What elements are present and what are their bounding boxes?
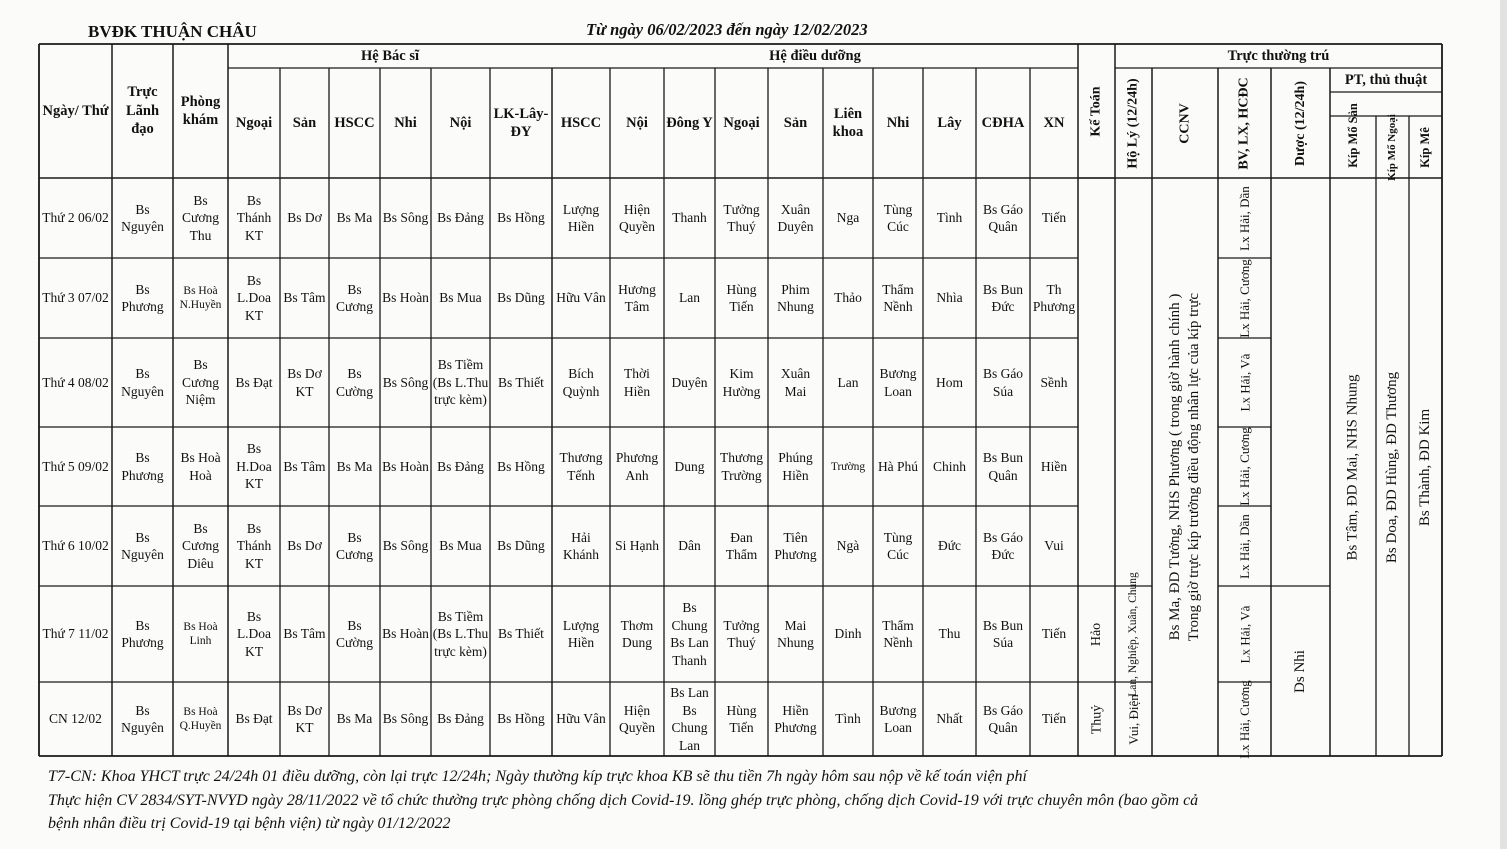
cell-d_ngoai-row-2: Hùng Tiến — [726, 281, 757, 314]
col-header-dd_dongy: Đông Y — [666, 114, 713, 131]
col-header-dd_noi: Nội — [626, 114, 648, 131]
cell-ccnv — [1152, 178, 1218, 756]
col-header-holy-text: Hộ Lý (12/24h) — [1126, 77, 1142, 169]
col-header-ketoan-text: Kế Toán — [1089, 85, 1105, 137]
cell-ngoai-row-1: Bs Thánh KT — [236, 192, 272, 243]
cell-d_lien-row-4: Trường — [830, 460, 866, 473]
cell-d_nhi-row-5: Tùng Cúc — [883, 529, 913, 562]
cell-ngoai-row-2: Bs L.Doa KT — [236, 272, 272, 323]
cell-bv-row-5 — [1218, 506, 1271, 586]
cell-d_dongy-row-4: Dung — [674, 458, 705, 474]
cell-d_cdha-row-7: Bs Gáo Quân — [982, 702, 1024, 735]
cell-bv-row-7 — [1218, 679, 1271, 759]
cell-ngoai-row-6: Bs L.Doa KT — [236, 608, 272, 659]
col-header-bv-text: BV, LX, HCĐC — [1237, 76, 1252, 170]
cell-d_ngoai-row-1: Tưởng Thuý — [723, 201, 760, 234]
cell-day-row-4: Thứ 5 09/02 — [42, 458, 109, 474]
cell-d_dongy-row-2: Lan — [679, 290, 700, 306]
cell-d_lay-row-5: Đức — [937, 538, 962, 554]
cell-d_noi-row-3: Thời Hiền — [623, 366, 651, 399]
col-header-day: Ngày/ Thứ — [42, 102, 109, 119]
cell-holy-sat — [1115, 571, 1152, 697]
col-header-bs_ngoai: Ngoại — [235, 114, 273, 131]
cell-d_cdha-row-6: Bs Bun Súa — [982, 617, 1024, 650]
cell-bv-row-4-text: Lx Hải, Cương — [1237, 427, 1252, 506]
cell-d_ngoai-row-5: Đan Thẩm — [725, 529, 758, 562]
cell-holy-sun — [1115, 682, 1152, 756]
cell-d_ngoai-row-6: Tưởng Thuý — [723, 617, 760, 650]
cell-d_hscc-row-2: Hữu Vân — [556, 290, 606, 306]
cell-hscc-row-3: Bs Cường — [336, 366, 373, 399]
cell-d_lien-row-1: Nga — [836, 210, 860, 226]
cell-d_san-row-7: Hiền Phương — [774, 702, 817, 735]
cell-d_lien-row-6: Dinh — [834, 626, 862, 642]
cell-san-row-1: Bs Dơ — [287, 210, 322, 226]
cell-lk-row-4: Bs Hồng — [497, 458, 545, 474]
col-header-kipme — [1409, 116, 1442, 178]
cell-d_nhi-row-1: Tùng Cúc — [883, 201, 913, 234]
ccnv-line-2: Trong giờ trực kíp trưởng điều động nhân lực của kíp trực — [1186, 292, 1203, 642]
cell-d_noi-row-2: Hương Tâm — [618, 281, 656, 314]
cell-kipmosan — [1330, 178, 1376, 756]
cell-hscc-row-1: Bs Ma — [336, 210, 373, 226]
cell-duoc-weekend-text: Ds Nhi — [1291, 649, 1308, 693]
col-header-bs_nhi: Nhi — [394, 114, 417, 131]
cell-d_noi-row-4: Phương Anh — [615, 450, 659, 483]
col-header-dd_nhi: Nhi — [886, 114, 910, 131]
cell-leader-row-6: Bs Phương — [121, 617, 164, 650]
cell-ketoan-sun-text: Thuỷ — [1089, 704, 1104, 734]
cell-d_dongy-row-7: Bs Lan Bs Chung Lan — [670, 685, 709, 753]
cell-nhi-row-4: Bs Hoàn — [382, 458, 429, 474]
cell-nhi-row-7: Bs Sông — [382, 711, 429, 727]
cell-d_hscc-row-5: Hải Khánh — [563, 529, 599, 562]
cell-bv-row-6-text: Lx Hải, Và — [1237, 605, 1253, 663]
cell-d_nhi-row-6: Thẩm Nềnh — [882, 617, 914, 650]
col-header-dd_lienkhoa: Liên khoa — [832, 105, 864, 140]
cell-d_san-row-5: Tiên Phương — [774, 529, 817, 562]
cell-d_cdha-row-3: Bs Gáo Súa — [982, 366, 1024, 399]
cell-d_san-row-1: Xuân Duyên — [777, 201, 814, 234]
cell-d_nhi-row-7: Bương Loan — [879, 702, 917, 735]
cell-kipmosan-text: Bs Tâm, ĐD Mai, NHS Nhung — [1344, 374, 1361, 560]
col-header-bs_san: Sản — [292, 114, 317, 131]
cell-day-row-1: Thứ 2 06/02 — [42, 210, 109, 226]
cell-d_san-row-6: Mai Nhung — [777, 617, 814, 650]
cell-day-row-2: Thứ 3 07/02 — [42, 290, 109, 306]
col-header-duoc — [1271, 68, 1330, 178]
cell-day-row-7: CN 12/02 — [49, 711, 102, 727]
col-header-dd_san: Sản — [783, 114, 808, 131]
cell-d_lien-row-5: Ngà — [836, 538, 860, 554]
cell-clinic-row-5: Bs Cương Diêu — [182, 520, 219, 571]
col-header-dd_lay: Lây — [937, 114, 962, 131]
cell-d_ngoai-row-3: Kim Hường — [722, 366, 761, 399]
col-header-holy — [1115, 68, 1152, 178]
cell-d_cdha-row-5: Bs Gáo Đức — [982, 529, 1024, 562]
cell-san-row-7: Bs Dơ KT — [287, 702, 322, 735]
cell-d_xn-row-3: Sềnh — [1040, 374, 1068, 390]
cell-kipme — [1409, 178, 1442, 756]
cell-d_hscc-row-3: Bích Quỳnh — [562, 366, 600, 399]
col-header-dd_hscc: HSCC — [560, 114, 602, 131]
cell-d_dongy-row-1: Thanh — [672, 210, 707, 226]
cell-lk-row-7: Bs Hồng — [497, 711, 545, 727]
cell-day-row-3: Thứ 4 08/02 — [42, 374, 109, 390]
cell-noi-row-4: Bs Đảng — [437, 458, 484, 474]
cell-d_lay-row-6: Thu — [938, 626, 961, 642]
group-header-thuong-tru: Trực thường trú — [1227, 47, 1330, 64]
cell-nhi-row-6: Bs Hoàn — [382, 626, 429, 642]
cell-nhi-row-2: Bs Hoàn — [382, 290, 429, 306]
cell-d_ngoai-row-4: Thương Trường — [720, 450, 763, 483]
cell-bv-row-1 — [1218, 178, 1271, 258]
cell-leader-row-2: Bs Phương — [121, 281, 164, 314]
cell-leader-row-3: Bs Nguyên — [121, 366, 164, 399]
cell-d_xn-row-6: Tiến — [1041, 626, 1067, 642]
cell-bv-row-7-text: Lx Hải, Cương — [1237, 679, 1252, 759]
cell-d_cdha-row-1: Bs Gáo Quân — [982, 201, 1024, 234]
cell-d_hscc-row-7: Hữu Vân — [556, 711, 606, 727]
col-header-bv — [1218, 68, 1271, 178]
cell-day-row-5: Thứ 6 10/02 — [42, 538, 109, 554]
cell-ccnv-text — [1166, 293, 1204, 641]
group-header-dieu-duong: Hệ điều dưỡng — [769, 47, 861, 64]
cell-d_dongy-row-6: Bs Chung Bs Lan Thanh — [670, 600, 709, 668]
cell-d_lien-row-7: Tình — [835, 711, 861, 727]
cell-d_noi-row-1: Hiện Quyền — [619, 201, 655, 234]
cell-ketoan-sat-text: Hảo — [1088, 622, 1104, 646]
cell-leader-row-7: Bs Nguyên — [121, 702, 164, 735]
col-header-kipme-text: Kíp Mê — [1418, 126, 1432, 168]
cell-d_hscc-row-1: Lượng Hiền — [562, 201, 600, 234]
cell-d_dongy-row-3: Duyên — [671, 374, 708, 390]
cell-d_lien-row-2: Thảo — [834, 290, 862, 306]
cell-san-row-2: Bs Tâm — [283, 290, 326, 306]
cell-kipme-text: Bs Thành, ĐD Kim — [1417, 408, 1434, 526]
cell-kipmongoai — [1376, 178, 1409, 756]
cell-d_dongy-row-5: Dân — [678, 538, 701, 554]
cell-nhi-row-1: Bs Sông — [382, 210, 429, 226]
col-header-dd_xn: XN — [1043, 114, 1065, 131]
cell-bv-row-1-text: Lx Hải, Dần — [1237, 185, 1252, 251]
cell-d_noi-row-6: Thơm Dung — [620, 617, 654, 650]
cell-nhi-row-5: Bs Sông — [382, 538, 429, 554]
cell-san-row-3: Bs Dơ KT — [287, 366, 322, 399]
col-header-ccnv-text: CCNV — [1177, 102, 1193, 144]
cell-holy-sun-text: Vui, Điện — [1126, 693, 1141, 745]
cell-noi-row-5: Bs Mua — [439, 538, 482, 554]
cell-d_hscc-row-6: Lượng Hiền — [562, 617, 600, 650]
cell-d_cdha-row-4: Bs Bun Quân — [982, 450, 1024, 483]
cell-d_xn-row-5: Vui — [1044, 538, 1064, 554]
cell-noi-row-1: Bs Đảng — [437, 210, 484, 226]
cell-d_ngoai-row-7: Hùng Tiến — [726, 702, 757, 735]
ccnv-line-1: Bs Ma, ĐD Tưởng, NHS Phương ( trong giờ hành chính ) — [1167, 293, 1184, 641]
cell-clinic-row-4: Bs Hoà Hoà — [180, 450, 221, 483]
cell-d_lien-row-3: Lan — [837, 374, 859, 390]
col-header-bs_lk: LK-Lây-ĐY — [493, 105, 549, 140]
col-header-dd_cdha: CĐHA — [981, 114, 1025, 131]
col-header-ccnv — [1152, 68, 1218, 178]
col-header-bs_noi: Nội — [449, 114, 472, 131]
col-header-leader: Trực Lãnh đạo — [125, 84, 160, 138]
col-header-kipmosan — [1330, 92, 1376, 178]
cell-clinic-row-1: Bs Cương Thu — [182, 192, 219, 243]
cell-lk-row-2: Bs Dũng — [497, 290, 545, 306]
cell-bv-row-3 — [1218, 338, 1271, 427]
cell-lk-row-6: Bs Thiết — [498, 626, 544, 642]
cell-san-row-6: Bs Tâm — [283, 626, 326, 642]
col-header-bs_hscc: HSCC — [334, 114, 375, 131]
cell-d_xn-row-2: Th Phương — [1032, 281, 1076, 314]
cell-san-row-5: Bs Dơ — [287, 538, 322, 554]
date-range: Từ ngày 06/02/2023 đến ngày 12/02/2023 — [586, 20, 868, 39]
footer-notes — [48, 765, 1468, 836]
cell-clinic-row-3: Bs Cương Niệm — [182, 357, 219, 408]
cell-ngoai-row-7: Bs Đạt — [235, 711, 273, 727]
cell-ngoai-row-5: Bs Thánh KT — [236, 520, 272, 571]
cell-leader-row-1: Bs Nguyên — [121, 201, 164, 234]
cell-noi-row-7: Bs Đảng — [437, 711, 484, 727]
cell-d_hscc-row-4: Thương Tếnh — [559, 450, 603, 483]
col-header-clinic: Phòng khám — [180, 93, 221, 128]
cell-kipmongoai-text: Bs Doa, ĐD Hùng, ĐD Thương — [1384, 371, 1401, 563]
col-header-pt: PT, thủ thuật — [1344, 71, 1428, 88]
cell-d_nhi-row-4: Hà Phú — [877, 458, 919, 474]
col-header-duoc-text: Dược (12/24h) — [1293, 80, 1309, 166]
cell-d_nhi-row-2: Thẩm Nềnh — [882, 281, 914, 314]
cell-nhi-row-3: Bs Sông — [382, 374, 429, 390]
cell-hscc-row-4: Bs Ma — [336, 458, 373, 474]
note-line-3: bệnh nhân điều trị Covid-19 tại bệnh viện) từ ngày 01/12/2022 — [48, 815, 451, 832]
cell-d_san-row-3: Xuân Mai — [780, 366, 811, 399]
cell-hscc-row-5: Bs Cương — [336, 529, 373, 562]
cell-ketoan-sat — [1078, 586, 1115, 682]
note-line-1: T7-CN: Khoa YHCT trực 24/24h 01 điều dưỡng, còn lại trực 12/24h; Ngày thường kíp trực khoa KB sẽ thu tiền 7h ngày hôm sau nộp về kế toán viện phí — [48, 768, 1027, 785]
cell-d_xn-row-4: Hiền — [1040, 458, 1068, 474]
cell-bv-row-2 — [1218, 258, 1271, 338]
cell-hscc-row-2: Bs Cương — [336, 281, 373, 314]
cell-clinic-row-7: Bs Hoà Q.Huyền — [179, 706, 222, 732]
cell-d_san-row-4: Phúng Hiền — [778, 450, 813, 483]
cell-noi-row-3: Bs Tiềm (Bs L.Thu trực kèm) — [432, 357, 489, 408]
col-header-ketoan — [1078, 44, 1115, 178]
cell-clinic-row-2: Bs Hoà N.Huyền — [179, 285, 222, 311]
cell-d_lay-row-3: Hom — [936, 374, 963, 390]
cell-ketoan-sun — [1078, 682, 1115, 756]
hospital-name: BVĐK THUẬN CHÂU — [88, 22, 257, 41]
cell-d_san-row-2: Phim Nhung — [777, 281, 814, 314]
cell-san-row-4: Bs Tâm — [283, 458, 326, 474]
cell-bv-row-5-text: Lx Hải, Dần — [1237, 513, 1252, 579]
cell-bv-row-6 — [1218, 586, 1271, 682]
cell-d_lay-row-4: Chinh — [932, 458, 966, 474]
cell-hscc-row-6: Bs Cường — [336, 617, 373, 650]
cell-d_lay-row-1: Tình — [936, 210, 963, 226]
cell-bv-row-3-text: Lx Hải, Và — [1237, 353, 1253, 412]
cell-lk-row-1: Bs Hồng — [497, 210, 545, 226]
cell-d_nhi-row-3: Bương Loan — [879, 366, 917, 399]
cell-ngoai-row-4: Bs H.Doa KT — [236, 441, 272, 492]
cell-d_xn-row-7: Tiến — [1041, 711, 1067, 727]
col-header-kipmongoai-text: Kíp Mổ Ngoại — [1386, 113, 1398, 181]
col-header-dd_ngoai: Ngoại — [723, 114, 760, 131]
cell-lk-row-3: Bs Thiết — [498, 374, 544, 390]
cell-noi-row-6: Bs Tiềm (Bs L.Thu trực kèm) — [432, 608, 489, 659]
cell-duoc-weekend — [1271, 586, 1330, 756]
cell-noi-row-2: Bs Mua — [439, 290, 482, 306]
cell-d_noi-row-7: Hiện Quyền — [619, 702, 655, 735]
cell-leader-row-5: Bs Nguyên — [121, 529, 164, 562]
cell-d_noi-row-5: Si Hạnh — [615, 538, 659, 554]
cell-clinic-row-6: Bs Hoà Linh — [183, 621, 218, 647]
cell-bv-row-2-text: Lx Hải, Cương — [1237, 258, 1252, 338]
cell-ngoai-row-3: Bs Đạt — [235, 374, 273, 390]
cell-bv-row-4 — [1218, 427, 1271, 506]
cell-d_lay-row-7: Nhất — [936, 711, 963, 727]
cell-holy-sat-text: Lan, Nghiệp, Xuân, Chung — [1127, 571, 1140, 697]
cell-day-row-6: Thứ 7 11/02 — [42, 626, 109, 642]
cell-leader-row-4: Bs Phương — [121, 450, 164, 483]
group-header-bac-si: Hệ Bác sĩ — [361, 47, 419, 64]
cell-lk-row-5: Bs Dũng — [497, 538, 545, 554]
cell-d_xn-row-1: Tiến — [1041, 210, 1067, 226]
col-header-kipmosan-text: Kíp Mổ Sản — [1345, 102, 1360, 168]
cell-d_cdha-row-2: Bs Bun Đức — [982, 281, 1024, 314]
col-header-kipmongoai — [1376, 113, 1409, 181]
cell-d_lay-row-2: Nhìa — [936, 290, 963, 306]
note-line-2: Thực hiện CV 2834/SYT-NVYD ngày 28/11/2022 về tổ chức thường trực phòng chống dịch Covid-19. lồng ghép trực phòng, chống dịch Covid-19 với trực chuyên môn (bao gồm cả — [48, 791, 1199, 809]
cell-hscc-row-7: Bs Ma — [336, 711, 373, 727]
